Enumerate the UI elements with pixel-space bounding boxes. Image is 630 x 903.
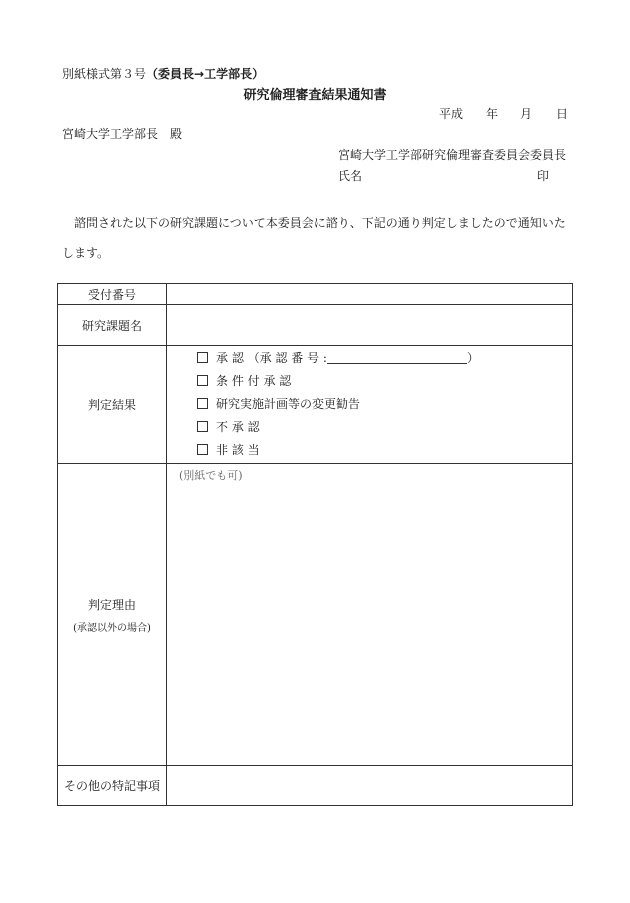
document-title: 研究倫理審査結果通知書 [243, 88, 387, 103]
date-day: 日 [556, 107, 569, 121]
option-conditional[interactable] [167, 370, 572, 393]
option-not-applicable-label: 非 該 当 [216, 443, 260, 457]
option-approved-label: 承 認 [216, 351, 244, 365]
form-number: 別紙様式第３号 [62, 67, 147, 81]
table-row [58, 305, 573, 346]
judgment-options [167, 346, 573, 464]
research-title-label: 研究課題名 [58, 305, 167, 346]
date-year: 年 [486, 107, 499, 121]
sender-name-label: 氏名 [338, 169, 363, 183]
checkbox[interactable] [197, 375, 208, 386]
date-era: 平成 [439, 107, 464, 121]
approval-number-close: ） [466, 351, 479, 365]
approval-number-label: （承 認 番 号 : [247, 351, 327, 365]
other-remarks-label: その他の特記事項 [58, 766, 167, 806]
research-title-field[interactable] [167, 305, 573, 346]
date-month: 月 [520, 107, 533, 121]
judgment-label: 判定結果 [58, 346, 167, 464]
checkbox[interactable] [197, 444, 208, 455]
checkbox[interactable] [197, 352, 208, 363]
table-row [58, 284, 573, 305]
reason-note: (別紙でも可) [179, 469, 243, 482]
reason-field[interactable] [167, 464, 573, 766]
reason-label: 判定理由 [87, 597, 136, 612]
sender-organization: 宮崎大学工学部研究倫理審査委員会委員長 [338, 148, 567, 162]
option-rejected[interactable] [167, 416, 572, 439]
reception-number-field[interactable] [167, 284, 573, 305]
other-remarks-field[interactable] [167, 766, 573, 806]
option-approved[interactable] [167, 347, 572, 370]
approval-number-field[interactable] [327, 351, 467, 364]
option-not-applicable[interactable] [167, 439, 572, 462]
routing-note: （委員長→工学部長） [146, 67, 265, 81]
option-change-recommendation[interactable] [167, 393, 572, 416]
form-number-label [62, 65, 264, 82]
reason-sublabel: (承認以外の場合) [73, 622, 151, 634]
reason-label-cell [58, 464, 167, 766]
option-rejected-label: 不 承 認 [216, 420, 260, 434]
checkbox[interactable] [197, 398, 208, 409]
reception-number-label: 受付番号 [58, 284, 167, 305]
table-row [58, 346, 573, 464]
result-table [57, 283, 573, 806]
addressee: 宮崎大学工学部長 殿 [62, 127, 183, 141]
table-row [58, 464, 573, 766]
seal-mark: 印 [537, 169, 550, 183]
table-row [58, 766, 573, 806]
option-conditional-label: 条 件 付 承 認 [216, 374, 292, 388]
option-change-recommendation-label: 研究実施計画等の変更勧告 [216, 397, 361, 411]
checkbox[interactable] [197, 421, 208, 432]
body-text: 諮問された以下の研究課題について本委員会に諮り、下記の通り判定しましたので通知いたします。 [62, 216, 566, 260]
